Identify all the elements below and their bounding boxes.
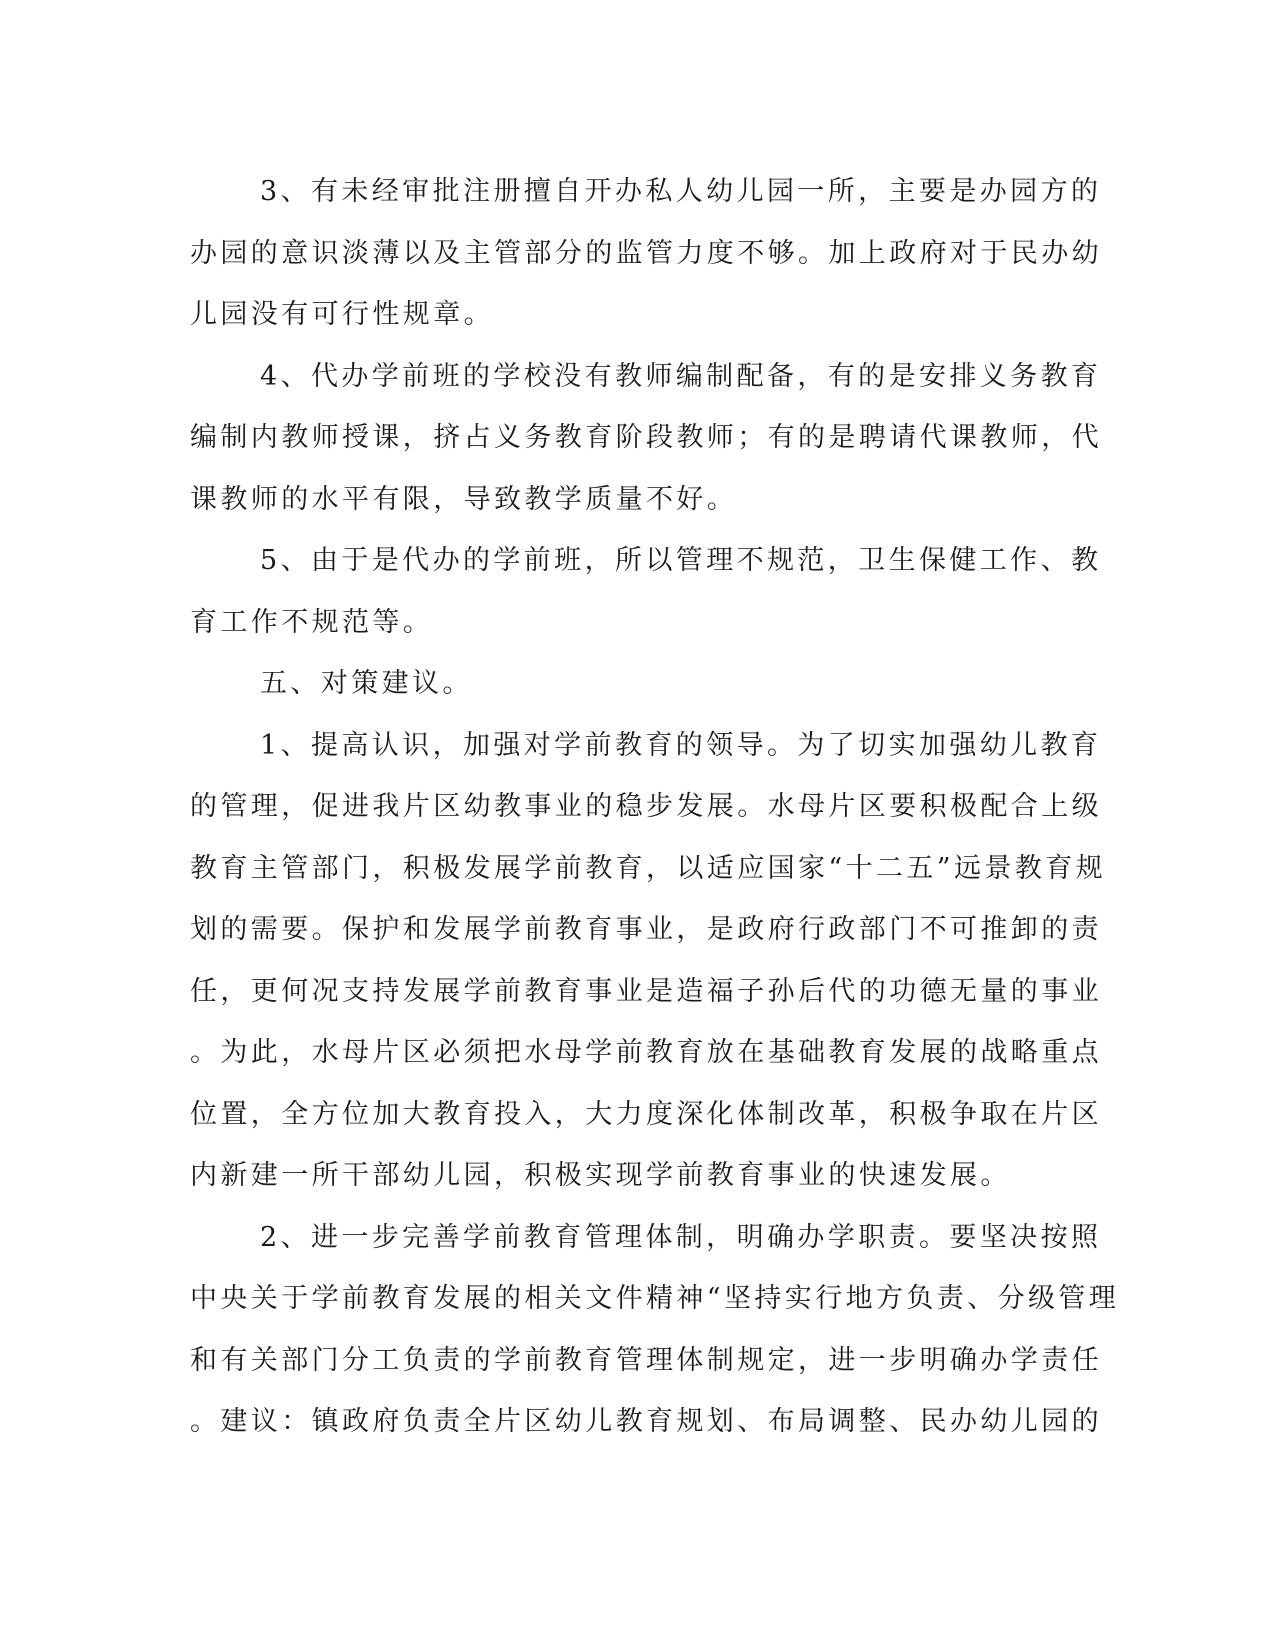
document-body <box>190 161 1120 1453</box>
paragraph-line: 教育主管部门，积极发展学前教育，以适应国家“十二五”远景教育规 <box>190 852 1107 884</box>
paragraph-line: 办园的意识淡薄以及主管部分的监管力度不够。加上政府对于民办幼 <box>190 237 1102 269</box>
paragraph-line: 4、代办学前班的学校没有教师编制配备，有的是安排义务教育 <box>260 360 1102 392</box>
paragraph-line: 育工作不规范等。 <box>190 606 434 638</box>
paragraph-line: 位置，全方位加大教育投入，大力度深化体制改革，积极争取在片区 <box>190 1098 1102 1130</box>
paragraph-line: 1、提高认识，加强对学前教育的领导。为了切实加强幼儿教育 <box>260 729 1102 761</box>
paragraph-line: 课教师的水平有限，导致教学质量不好。 <box>190 483 738 515</box>
paragraph-line: 划的需要。保护和发展学前教育事业，是政府行政部门不可推卸的责 <box>190 914 1102 945</box>
paragraph-line: 的管理，促进我片区幼教事业的稳步发展。水母片区要积极配合上级 <box>190 791 1102 822</box>
paragraph-line: 任，更何况支持发展学前教育事业是造福子孙后代的功德无量的事业 <box>190 975 1102 1007</box>
paragraph-line: 儿园没有可行性规章。 <box>190 299 494 330</box>
paragraph-line: 2、进一步完善学前教育管理体制，明确办学职责。要坚决按照 <box>260 1221 1102 1253</box>
paragraph-line: 。为此，水母片区必须把水母学前教育放在基础教育发展的战略重点 <box>190 1037 1102 1068</box>
paragraph-line: 中央关于学前教育发展的相关文件精神“坚持实行地方负责、分级管理 <box>190 1283 1120 1314</box>
paragraph-line: 内新建一所干部幼儿园，积极实现学前教育事业的快速发展。 <box>190 1160 1011 1191</box>
section-heading: 五、对策建议。 <box>260 668 473 699</box>
paragraph-line: 3、有未经审批注册擅自开办私人幼儿园一所，主要是办园方的 <box>260 176 1102 207</box>
paragraph-line: 和有关部门分工负责的学前教育管理体制规定，进一步明确办学责任 <box>190 1344 1102 1376</box>
paragraph-line: 。建议：镇政府负责全片区幼儿教育规划、布局调整、民办幼儿园的 <box>190 1406 1102 1437</box>
paragraph-line: 5、由于是代办的学前班，所以管理不规范，卫生保健工作、教 <box>260 545 1102 576</box>
paragraph-line: 编制内教师授课，挤占义务教育阶段教师；有的是聘请代课教师，代 <box>190 422 1102 453</box>
